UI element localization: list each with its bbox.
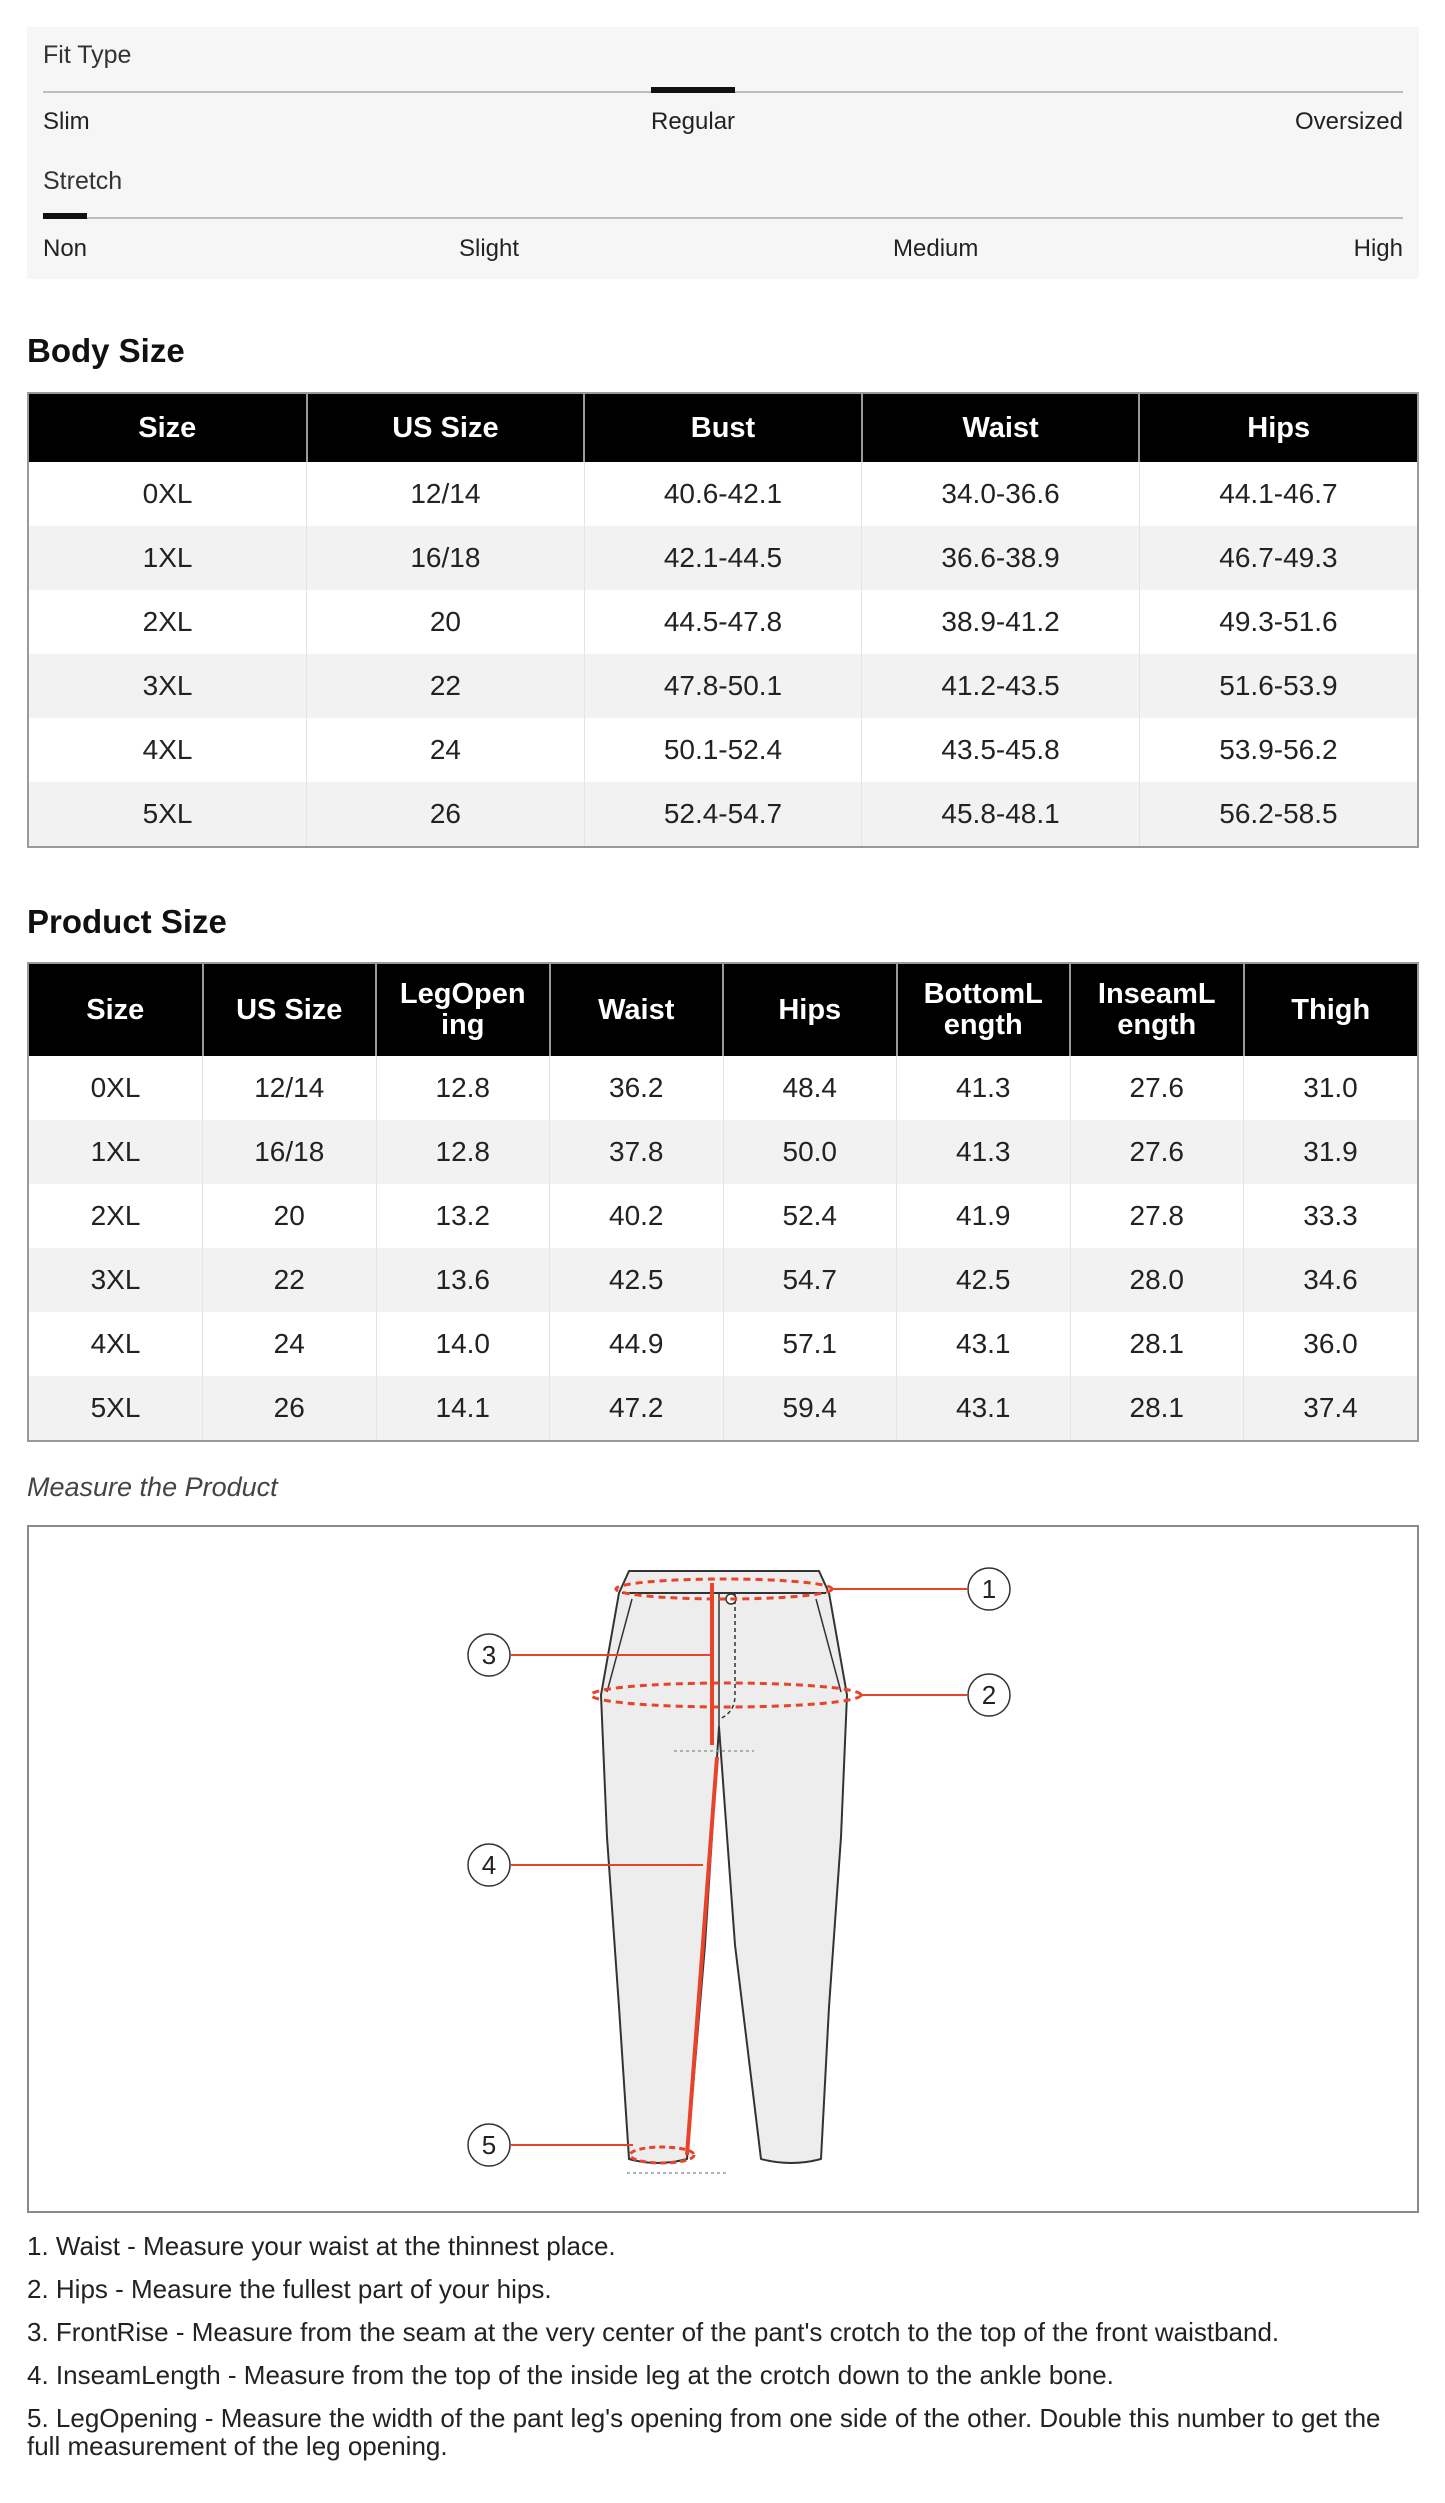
body-size-cell-hips: 53.9-56.2 [1139, 718, 1417, 782]
body-size-header-us-size: US Size [307, 394, 585, 462]
product-size-cell-bottoml-ength: 41.3 [897, 1056, 1071, 1120]
pants-illustration [29, 1527, 1417, 2211]
body-size-cell-size: 3XL [29, 654, 307, 718]
fit-type-option-slim: Slim [43, 108, 90, 135]
product-size-cell-legopen-ing: 13.6 [376, 1248, 550, 1312]
product-size-cell-us-size: 20 [203, 1184, 377, 1248]
product-size-cell-bottoml-ength: 43.1 [897, 1312, 1071, 1376]
product-size-cell-hips: 52.4 [723, 1184, 897, 1248]
product-size-cell-bottoml-ength: 41.9 [897, 1184, 1071, 1248]
body-size-cell-waist: 38.9-41.2 [862, 590, 1140, 654]
product-size-cell-us-size: 12/14 [203, 1056, 377, 1120]
callout-5-number: 5 [481, 2130, 497, 2160]
stretch-option-slight: Slight [459, 235, 520, 262]
body-size-cell-hips: 56.2-58.5 [1139, 782, 1417, 846]
product-size-header-bottoml-ength: BottomL ength [897, 964, 1071, 1056]
product-size-cell-us-size: 26 [203, 1376, 377, 1440]
body-size-cell-waist: 36.6-38.9 [862, 526, 1140, 590]
product-size-header-legopen-ing: LegOpen ing [376, 964, 550, 1056]
body-size-cell-hips: 46.7-49.3 [1139, 526, 1417, 590]
measure-caption: Measure the Product [27, 1472, 278, 1502]
body-size-table [27, 392, 1419, 848]
stretch-option-medium: Medium [893, 235, 979, 262]
product-size-cell-legopen-ing: 14.1 [376, 1376, 550, 1440]
product-size-cell-us-size: 24 [203, 1312, 377, 1376]
body-size-cell-us-size: 20 [307, 590, 585, 654]
product-size-cell-hips: 57.1 [723, 1312, 897, 1376]
product-size-header-hips: Hips [723, 964, 897, 1056]
product-size-cell-size: 1XL [29, 1120, 203, 1184]
product-size-header-thigh: Thigh [1244, 964, 1418, 1056]
table-row [29, 1056, 1417, 1120]
product-size-cell-inseaml-ength: 28.1 [1070, 1376, 1244, 1440]
table-row [29, 1312, 1417, 1376]
table-row [29, 654, 1417, 718]
stretch-label: Stretch [43, 167, 123, 195]
body-size-cell-waist: 43.5-45.8 [862, 718, 1140, 782]
product-size-cell-hips: 59.4 [723, 1376, 897, 1440]
note-leg-opening: 5. LegOpening - Measure the width of the pant leg's opening from one side of the other. Double this number to get the full measurement of the leg opening. [27, 2403, 1381, 2461]
product-size-cell-legopen-ing: 14.0 [376, 1312, 550, 1376]
product-size-cell-thigh: 33.3 [1244, 1184, 1418, 1248]
product-size-cell-waist: 36.2 [550, 1056, 724, 1120]
product-size-table [27, 962, 1419, 1442]
product-size-cell-bottoml-ength: 43.1 [897, 1376, 1071, 1440]
product-size-cell-size: 5XL [29, 1376, 203, 1440]
body-size-header-size: Size [29, 394, 307, 462]
body-size-cell-bust: 50.1-52.4 [584, 718, 862, 782]
product-size-header-size: Size [29, 964, 203, 1056]
product-size-cell-bottoml-ength: 42.5 [897, 1248, 1071, 1312]
body-size-cell-hips: 51.6-53.9 [1139, 654, 1417, 718]
table-row [29, 1376, 1417, 1440]
body-size-header-hips: Hips [1139, 394, 1417, 462]
callout-1-number: 1 [981, 1574, 997, 1604]
callout-3-number: 3 [481, 1640, 497, 1670]
product-size-cell-size: 3XL [29, 1248, 203, 1312]
note-inseam-length: 4. InseamLength - Measure from the top of the inside leg at the crotch down to the ankle bone. [27, 2360, 1114, 2390]
product-size-cell-thigh: 31.9 [1244, 1120, 1418, 1184]
product-size-header-us-size: US Size [203, 964, 377, 1056]
fit-type-option-regular: Regular [651, 108, 736, 135]
body-size-cell-size: 4XL [142, 734, 193, 765]
stretch-option-high: High [1353, 235, 1403, 262]
product-size-title: Product Size [27, 903, 227, 940]
table-row [29, 590, 1417, 654]
table-row [29, 718, 1417, 782]
body-size-cell-us-size: 16/18 [307, 526, 585, 590]
product-size-cell-us-size: 16/18 [203, 1120, 377, 1184]
product-size-cell-size: 2XL [90, 1200, 141, 1231]
body-size-cell-size: 5XL [29, 782, 307, 846]
stretch-scale [43, 217, 1403, 219]
product-size-cell-thigh: 31.0 [1244, 1056, 1418, 1120]
product-size-cell-thigh: 36.0 [1244, 1312, 1418, 1376]
product-size-cell-inseaml-ength: 27.8 [1070, 1184, 1244, 1248]
pants-outline [601, 1571, 847, 2163]
callout-2-number: 2 [981, 1680, 997, 1710]
body-size-cell-us-size: 12/14 [307, 462, 585, 526]
body-size-cell-bust: 44.5-47.8 [584, 590, 862, 654]
body-size-cell-bust: 47.8-50.1 [584, 654, 862, 718]
product-size-cell-legopen-ing: 12.8 [376, 1056, 550, 1120]
body-size-cell-size: 0XL [142, 478, 193, 509]
body-size-cell-us-size: 24 [307, 718, 585, 782]
body-size-cell-bust: 52.4-54.7 [584, 782, 862, 846]
table-row [29, 462, 1417, 526]
product-size-cell-size: 0XL [90, 1072, 141, 1103]
body-size-title: Body Size [27, 332, 185, 369]
product-size-cell-waist: 40.2 [550, 1184, 724, 1248]
product-size-cell-bottoml-ength: 41.3 [897, 1120, 1071, 1184]
product-size-cell-waist: 47.2 [550, 1376, 724, 1440]
table-row [29, 1184, 1417, 1248]
product-size-cell-inseaml-ength: 27.6 [1070, 1056, 1244, 1120]
body-size-cell-us-size: 22 [307, 654, 585, 718]
product-size-cell-inseaml-ength: 27.6 [1070, 1120, 1244, 1184]
note-front-rise: 3. FrontRise - Measure from the seam at the very center of the pant's crotch to the top of the front waistband. [27, 2317, 1280, 2347]
body-size-cell-waist: 45.8-48.1 [862, 782, 1140, 846]
note-hips: 2. Hips - Measure the fullest part of your hips. [27, 2274, 552, 2304]
fit-type-option-oversized: Oversized [1294, 108, 1403, 135]
product-size-cell-size: 4XL [90, 1328, 141, 1359]
product-size-cell-inseaml-ength: 28.1 [1070, 1312, 1244, 1376]
table-row [29, 1120, 1417, 1184]
body-size-header-waist: Waist [862, 394, 1140, 462]
body-size-cell-waist: 41.2-43.5 [862, 654, 1140, 718]
body-size-cell-us-size: 26 [307, 782, 585, 846]
body-size-cell-size: 2XL [142, 606, 193, 637]
fit-panel [27, 27, 1419, 279]
product-size-cell-thigh: 37.4 [1244, 1376, 1418, 1440]
product-size-header-waist: Waist [550, 964, 724, 1056]
measure-diagram [27, 1525, 1419, 2213]
fit-type-selected-marker [651, 87, 735, 93]
measurement-notes [27, 2232, 1419, 2475]
callout-4-number: 4 [481, 1850, 497, 1880]
body-size-cell-bust: 40.6-42.1 [584, 462, 862, 526]
product-size-cell-legopen-ing: 13.2 [376, 1184, 550, 1248]
product-size-cell-waist: 37.8 [550, 1120, 724, 1184]
product-size-cell-thigh: 34.6 [1244, 1248, 1418, 1312]
stretch-selected-marker [43, 213, 87, 219]
body-size-cell-bust: 42.1-44.5 [584, 526, 862, 590]
product-size-cell-hips: 54.7 [723, 1248, 897, 1312]
note-waist: 1. Waist - Measure your waist at the thinnest place. [27, 2231, 616, 2261]
body-size-cell-size: 1XL [29, 526, 307, 590]
product-size-cell-waist: 44.9 [550, 1312, 724, 1376]
product-size-cell-legopen-ing: 12.8 [376, 1120, 550, 1184]
body-size-cell-hips: 44.1-46.7 [1139, 462, 1417, 526]
product-size-cell-waist: 42.5 [550, 1248, 724, 1312]
product-size-cell-us-size: 22 [203, 1248, 377, 1312]
product-size-header-inseaml-ength: InseamL ength [1070, 964, 1244, 1056]
body-size-header-bust: Bust [584, 394, 862, 462]
fit-type-label: Fit Type [43, 41, 132, 69]
table-row [29, 526, 1417, 590]
body-size-cell-hips: 49.3-51.6 [1139, 590, 1417, 654]
table-row [29, 782, 1417, 846]
table-row [29, 1248, 1417, 1312]
product-size-cell-hips: 50.0 [723, 1120, 897, 1184]
product-size-cell-inseaml-ength: 28.0 [1070, 1248, 1244, 1312]
stretch-option-non: Non [43, 235, 88, 262]
body-size-cell-waist: 34.0-36.6 [862, 462, 1140, 526]
product-size-cell-hips: 48.4 [723, 1056, 897, 1120]
